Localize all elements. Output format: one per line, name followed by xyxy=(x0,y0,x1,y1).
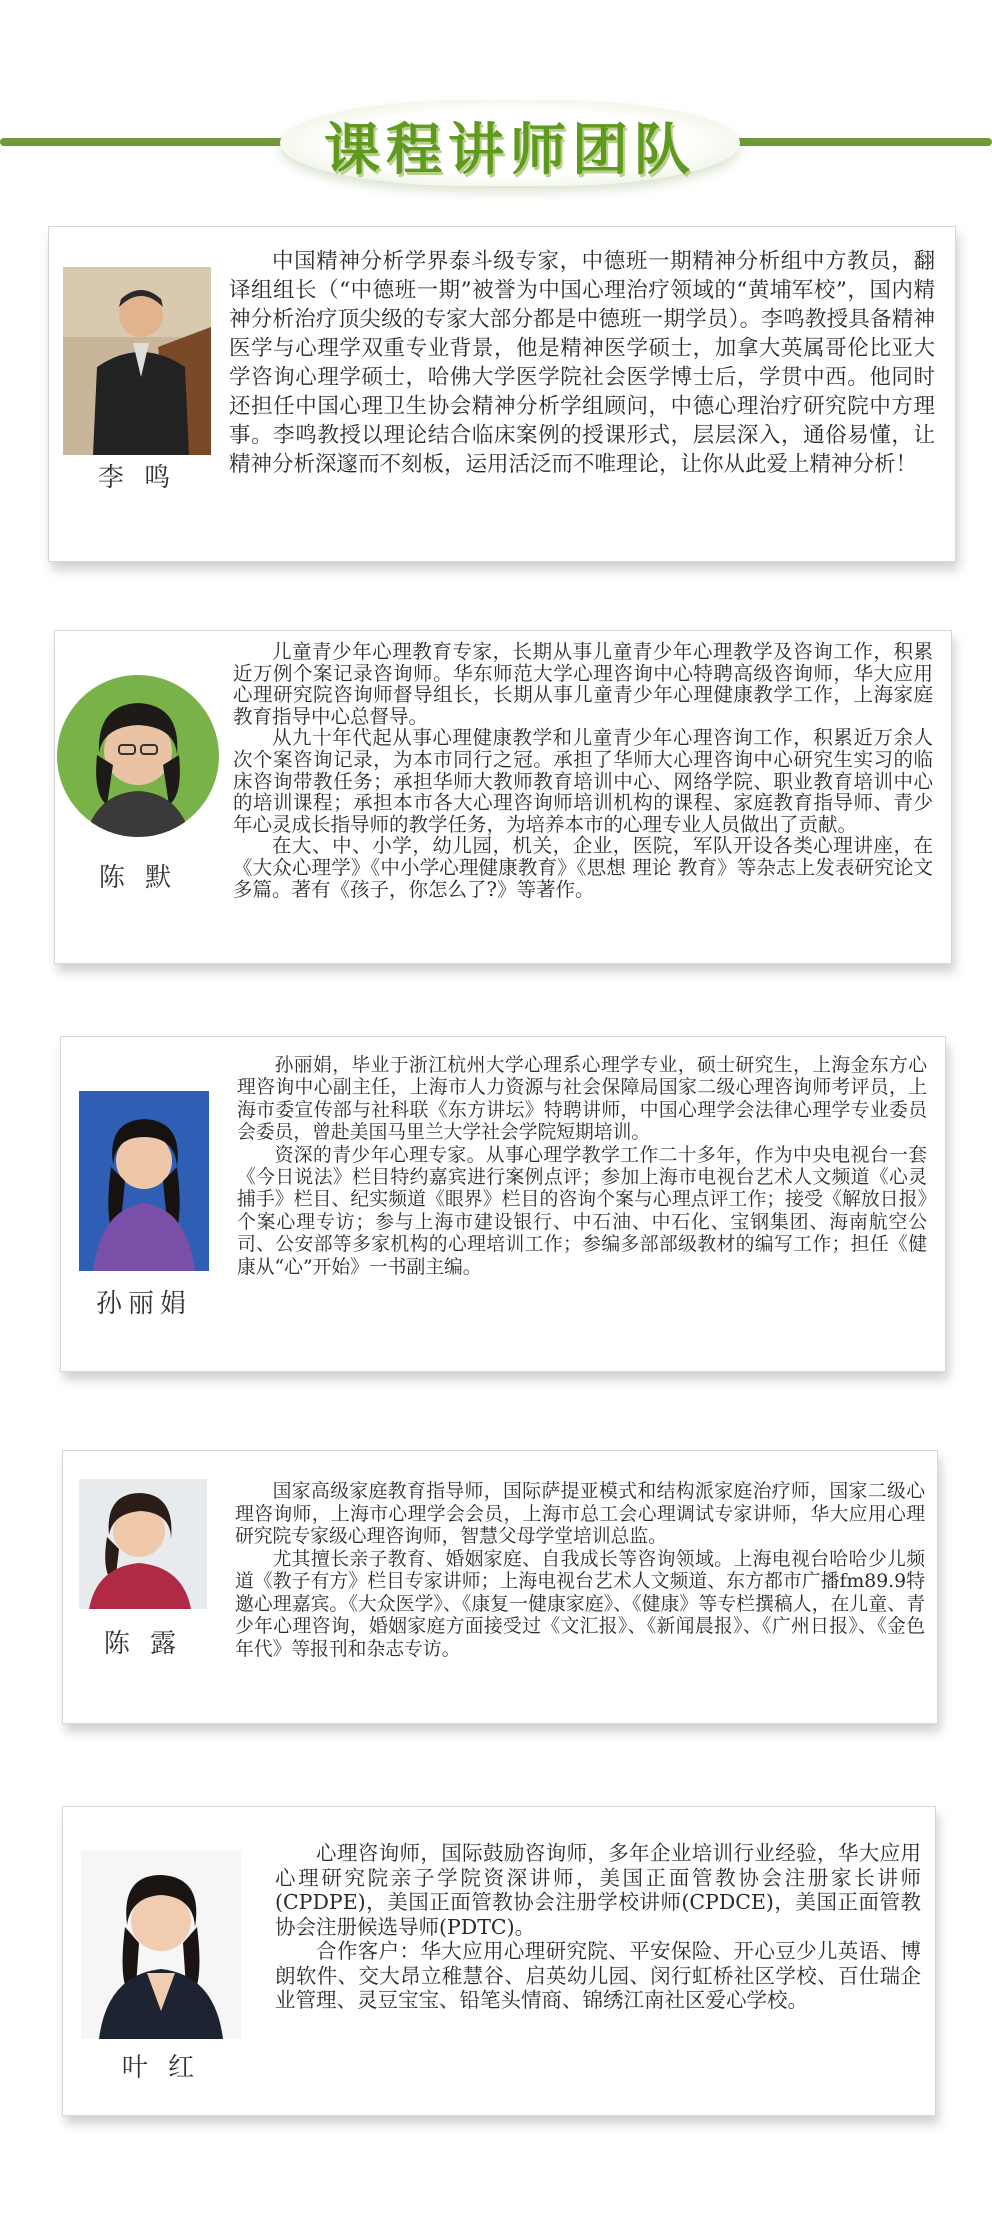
bio-paragraph: 儿童青少年心理教育专家，长期从事儿童青少年心理教学及咨询工作，积累近万例个案记录咨询师。华东师范大学心理咨询中心特聘高级咨询师，华大应用心理研究院咨询师督导组长，长期从事儿童青少年心理健康教学工作，上海家庭教育指导中心总督导。 xyxy=(233,640,933,728)
teacher-photo-ye-hong xyxy=(81,1851,241,2039)
teacher-name: 陈 默 xyxy=(98,863,178,893)
teacher-photo-chen-mo xyxy=(57,675,219,837)
bio-paragraph: 合作客户：华大应用心理研究院、平安保险、开心豆少儿英语、博朗软件、交大昂立稚慧谷、启英幼儿园、闵行虹桥社区学校、百仕瑞企业管理、灵豆宝宝、铅笔头情商、锦绣江南社区爱心学校。 xyxy=(275,1939,921,2012)
teacher-photo-sun-lijuan xyxy=(79,1091,209,1271)
bio-paragraph: 尤其擅长亲子教育、婚姻家庭、自我成长等咨询领域。上海电视台哈哈少儿频道《教子有方》栏目专家讲师；上海电视台艺术人文频道、东方都市广播fm89.9特邀心理嘉宾。《大众医学》、《康复一健康家庭》、《健康》等专栏撰稿人，在儿童、青少年心理咨询，婚姻家庭方面接受过《文汇报》、《新闻晨报》、《广州日报》、《金色年代》等报刊和杂志专访。 xyxy=(235,1548,925,1660)
teacher-card-chen-mo xyxy=(54,630,952,964)
teacher-name: 陈 露 xyxy=(103,1629,183,1659)
teacher-name: 叶 红 xyxy=(121,2053,201,2083)
page-title: 课程讲师团队 xyxy=(324,117,696,183)
teacher-photo-li-ming xyxy=(63,267,211,455)
teacher-name: 李 鸣 xyxy=(97,463,177,493)
teacher-photo-chen-lu xyxy=(79,1479,207,1609)
bio-paragraph: 在大、中、小学，幼儿园，机关，企业，医院，军队开设各类心理讲座，在《大众心理学》《中小学心理健康教育》《思想 理论 教育》等杂志上发表研究论文多篇。著有《孩子，你怎么了?》等著作。 xyxy=(233,834,933,901)
bio-paragraph: 国家高级家庭教育指导师，国际萨提亚模式和结构派家庭治疗师，国家二级心理咨询师，上海市心理学会会员，上海市总工会心理调试专家讲师，华大应用心理研究院专家级心理咨询师，智慧父母学堂培训总监。 xyxy=(235,1481,925,1547)
teacher-card-li-ming xyxy=(48,226,956,562)
teacher-card-chen-lu xyxy=(62,1450,938,1724)
teacher-name: 孙丽娟 xyxy=(95,1289,192,1319)
bio-paragraph: 从九十年代起从事心理健康教学和儿童青少年心理咨询工作，积累近万余人次个案咨询记录，为本市同行之冠。承担了华师大心理咨询中心研究生实习的临床咨询带教任务；承担华师大教师教育培训中心、网络学院、职业教育培训中心的培训课程；承担本市各大心理咨询师培训机构的课程、家庭教育指导师、青少年心灵成长指导师的教学任务，为培养本市的心理专业人员做出了贡献。 xyxy=(233,726,933,836)
teacher-bio xyxy=(275,1841,921,2013)
teacher-bio xyxy=(235,1481,925,1661)
bio-paragraph: 中国精神分析学界泰斗级专家，中德班一期精神分析组中方教员，翻译组组长（“中德班一期”被誉为中国心理治疗领域的“黄埔军校”，国内精神分析治疗顶尖级的专家大部分都是中德班一期学员）。李鸣教授具备精神医学与心理学双重专业背景，他是精神医学硕士，加拿大英属哥伦比亚大学咨询心理学硕士，哈佛大学医学院社会医学博士后，学贯中西。他同时还担任中国心理卫生协会精神分析学组顾问，中德心理治疗研究院中方理事。李鸣教授以理论结合临床案例的授课形式，层层深入，通俗易懂，让精神分析深邃而不刻板，运用活泛而不唯理论，让你从此爱上精神分析！ xyxy=(229,249,935,477)
bio-paragraph: 资深的青少年心理专家。从事心理学教学工作二十多年，作为中央电视台一套《今日说法》栏目特约嘉宾进行案例点评；参加上海市电视台艺术人文频道《心灵捕手》栏目、纪实频道《眼界》栏目的咨询个案与心理点评工作；接受《解放日报》个案心理专访；参与上海市建设银行、中石油、中石化、宝钢集团、海南航空公司、公安部等多家机构的心理培训工作；参编多部部级教材的编写工作；担任《健康从“心”开始》一书副主编。 xyxy=(237,1144,927,1278)
bio-paragraph: 心理咨询师，国际鼓励咨询师，多年企业培训行业经验，华大应用心理研究院亲子学院资深讲师，美国正面管教协会注册家长讲师(CPDPE)，美国正面管教协会注册学校讲师(CPDCE)，美国正面管教协会注册候选导师(PDTC)。 xyxy=(275,1841,921,1939)
teacher-card-sun-lijuan xyxy=(60,1036,946,1372)
section-header xyxy=(0,100,992,200)
bio-paragraph: 孙丽娟，毕业于浙江杭州大学心理系心理学专业，硕士研究生，上海金东方心理咨询中心副主任，上海市人力资源与社会保障局国家二级心理咨询师考评员，上海市委宣传部与社科联《东方讲坛》特聘讲师，中国心理学会法律心理学专业委员会委员，曾赴美国马里兰大学社会学院短期培训。 xyxy=(237,1055,927,1144)
header-right-rule xyxy=(735,138,992,146)
teacher-bio xyxy=(229,247,935,479)
teacher-card-ye-hong xyxy=(62,1806,936,2116)
header-left-rule xyxy=(0,138,290,146)
teacher-bio xyxy=(233,641,933,900)
teacher-bio xyxy=(237,1055,927,1279)
